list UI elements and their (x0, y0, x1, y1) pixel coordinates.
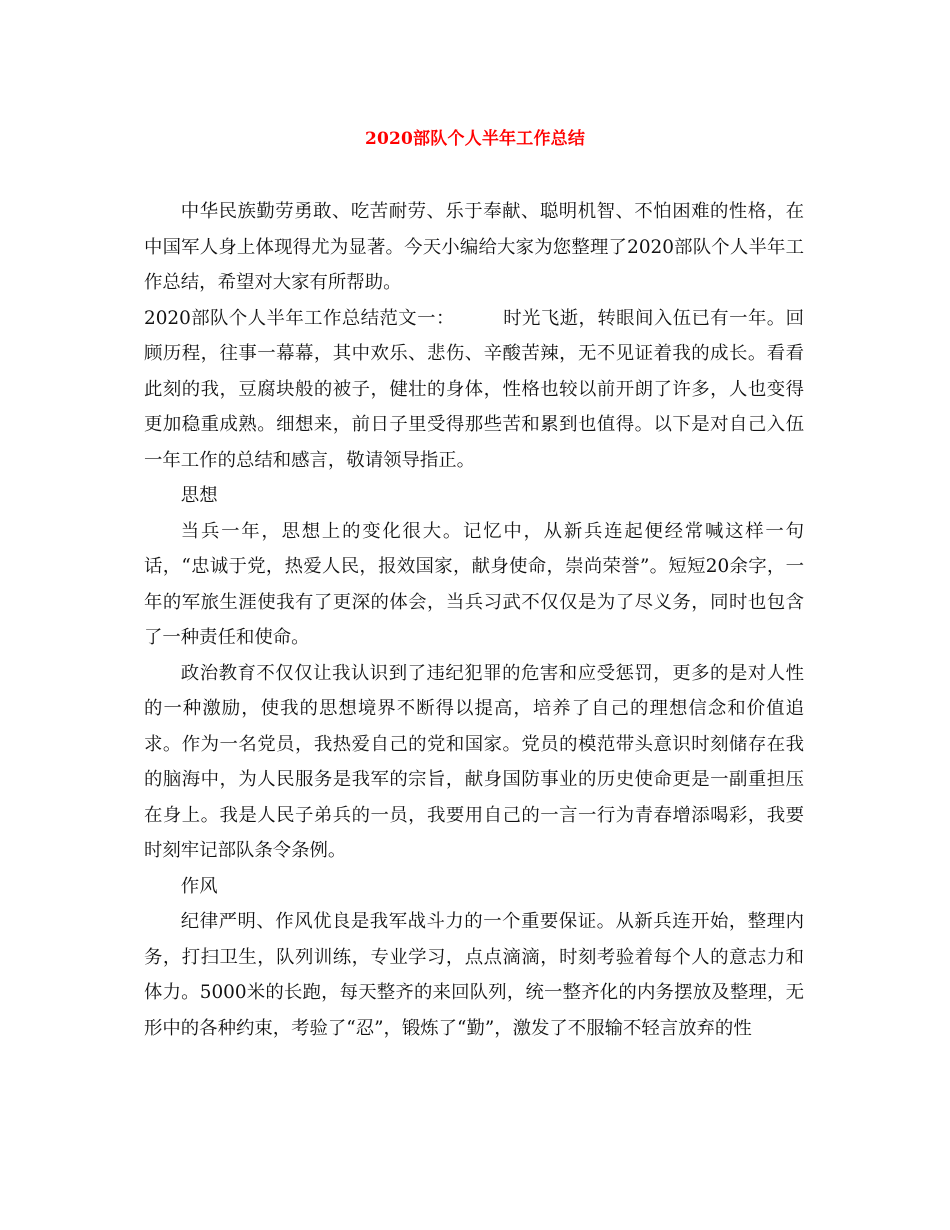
document-title: 2020部队个人半年工作总结 (364, 129, 586, 149)
sample-paragraph (144, 301, 804, 479)
style-paragraph-1: 纪律严明、作风优良是我军战斗力的一个重要保证。从新兵连开始，整理内务，打扫卫生，队列训练，专业学习，点点滴滴，时刻考验着每个人的意志力和体力。5000米的长跑，每天整齐的来回队列，统一整齐化的内务摆放及整理，无形中的各种约束，考验了“忍”，锻炼了“勤”，激发了不服输不轻言放弃的性 (144, 911, 804, 1039)
sample-label: 2020部队个人半年工作总结范文一： (144, 307, 455, 329)
thought-paragraph-2: 政治教育不仅仅让我认识到了违纪犯罪的危害和应受惩罚，更多的是对人性的一种激励，使我的思想境界不断得以提高，培养了自己的理想信念和价值追求。作为一名党员，我热爱自己的党和国家。党员的模范带头意识时刻储存在我的脑海中，为人民服务是我军的宗旨，献身国防事业的历史使命更是一副重担压在身上。我是人民子弟兵的一员，我要用自己的一言一行为青春增添喝彩，我要时刻牢记部队条令条例。 (144, 662, 804, 861)
intro-paragraph: 中华民族勤劳勇敢、吃苦耐劳、乐于奉献、聪明机智、不怕困难的性格，在中国军人身上体现得尤为显著。今天小编给大家为您整理了2020部队个人半年工作总结，希望对大家有所帮助。 (144, 201, 804, 293)
thought-paragraph-1: 当兵一年，思想上的变化很大。记忆中，从新兵连起便经常喊这样一句话，“忠诚于党，热爱人民，报效国家，献身使命，崇尚荣誉”。短短20余字，一年的军旅生涯使我有了更深的体会，当兵习武不仅仅是为了尽义务，同时也包含了一种责任和使命。 (144, 520, 804, 648)
sample-text: 时光飞逝，转眼间入伍已有一年。回顾历程，往事一幕幕，其中欢乐、悲伤、辛酸苦辣，无不见证着我的成长。看看此刻的我，豆腐块般的被子，健壮的身体，性格也较以前开朗了许多，人也变得更加稳重成熟。细想来，前日子里受得那些苦和累到也值得。以下是对自己入伍一年工作的总结和感言，敬请领导指正。 (144, 307, 804, 471)
section-heading-style: 作风 (180, 875, 218, 897)
section-heading-thought: 思想 (180, 485, 218, 506)
document-body (144, 194, 804, 1046)
